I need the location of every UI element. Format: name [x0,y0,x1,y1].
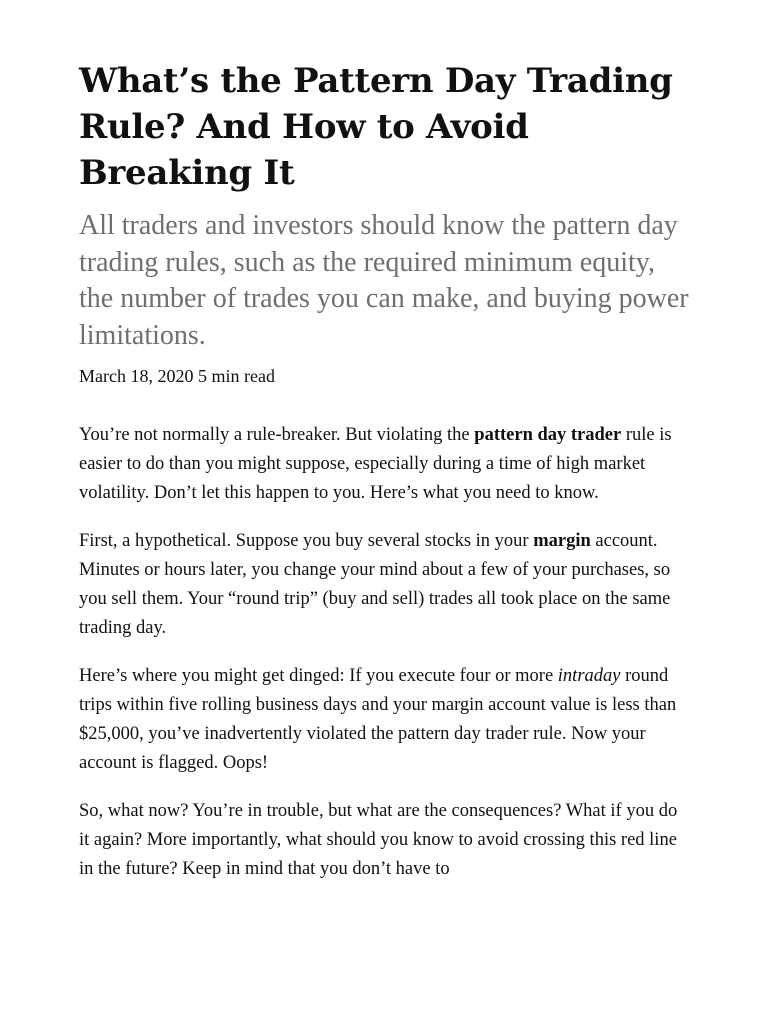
article-meta [79,364,691,388]
paragraph-text: You’re not normally a rule-breaker. But violating the [79,425,475,445]
paragraph-consequences: So, what now? You’re in trouble, but what are the consequences? What if you do it again? More importantly, what should you know to avoid crossing this red line in the future? Keep in mind that you don’t have to [79,801,678,879]
paragraph-text: Here’s where you might get dinged: If you execute four or more [79,666,558,686]
paragraph-intro [79,421,691,508]
bold-term-margin: margin [533,531,591,551]
paragraph-text: rule is easier to do than you might suppose, especially during a time of high market volatility. Don’t let this happen to you. Here’s what you need to know. [79,425,672,503]
article [79,58,691,884]
publish-date: March 18, 2020 [79,366,194,386]
paragraph-text: round trips within five rolling business days and your margin account value is less than $25,000, you’ve inadvertently violated the pattern day trader rule. Now your account is flagged. Oops! [79,666,677,773]
paragraph-text: First, a hypothetical. Suppose you buy several stocks in your [79,531,534,551]
bold-term-pattern-day-trader: pattern day trader [474,425,622,445]
paragraph-dinged [79,662,691,778]
paragraph-text: account. Minutes or hours later, you change your mind about a few of your purchases, so you sell them. Your “round trip” (buy and sell) trades all took place on the same trading day. [79,531,671,638]
article-subtitle: All traders and investors should know the pattern day trading rules, such as the required minimum equity, the number of trades you can make, and buying power limitations. [79,210,689,351]
article-title: What’s the Pattern Day Trading Rule? And How to Avoid Breaking It [79,61,673,193]
italic-term-intraday: intraday [557,666,621,686]
paragraph-hypothetical [79,527,691,643]
read-time: 5 min read [197,366,275,386]
